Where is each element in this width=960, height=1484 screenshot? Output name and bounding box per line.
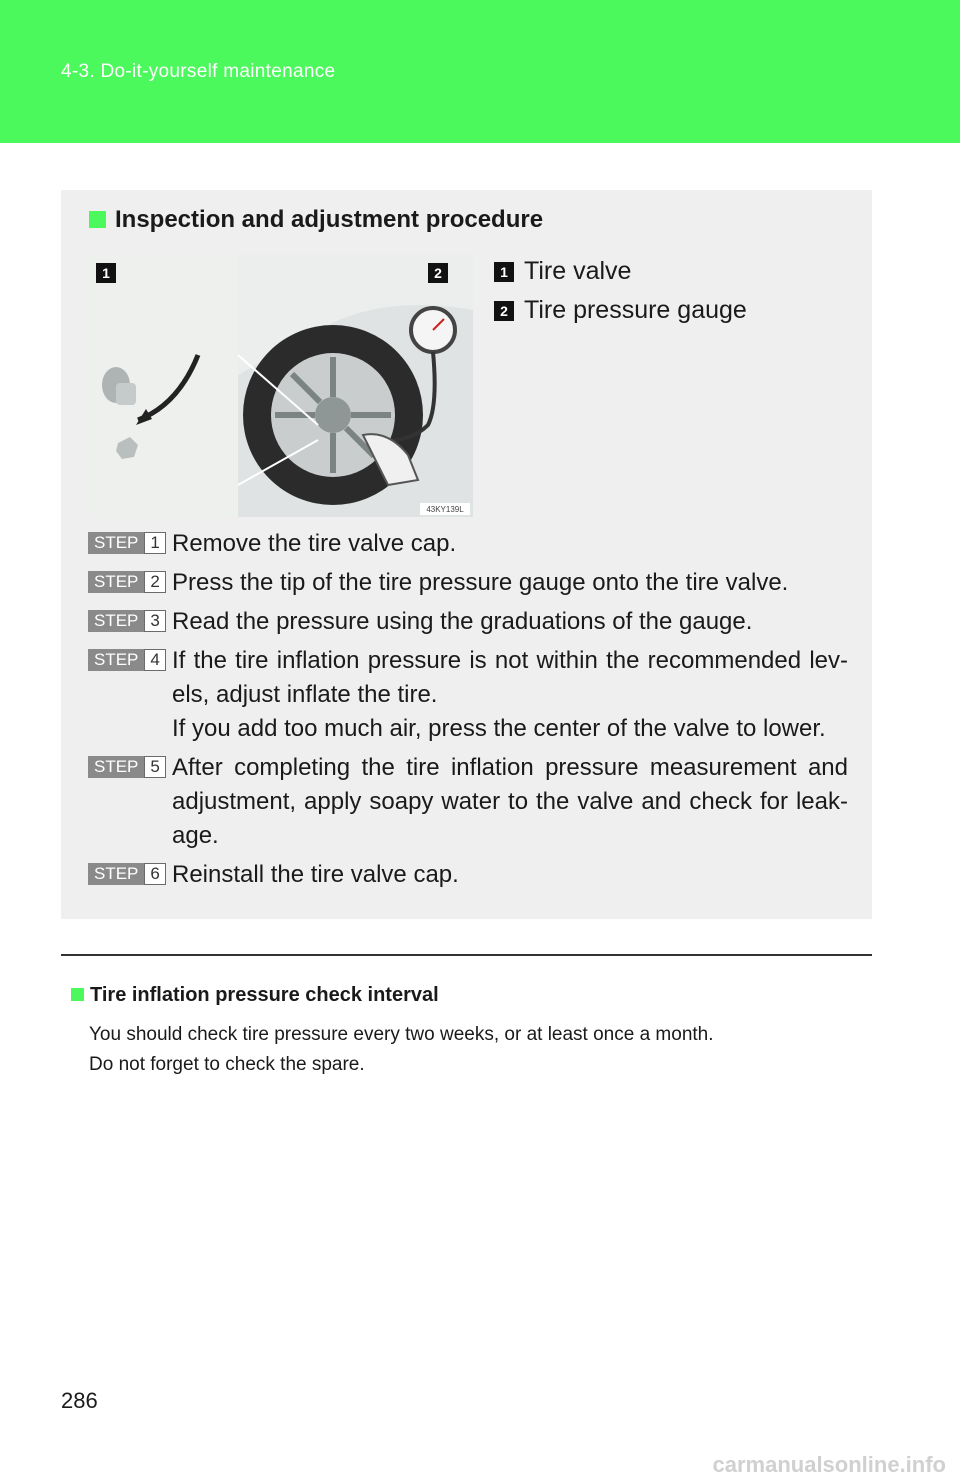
step-list <box>88 527 848 897</box>
step-item <box>88 644 848 746</box>
watermark-text: carmanualsonline.info <box>712 1452 946 1477</box>
step-text: Reinstall the tire valve cap. <box>172 861 459 888</box>
step-text: Read the pressure using the graduations of the gauge. <box>172 608 753 635</box>
step-text: If the tire inflation pressure is not within the recommended lev-els, adjust inflate the tire. <box>172 647 848 708</box>
legend-item <box>494 252 747 291</box>
note-line: You should check tire pressure every two weeks, or at least once a month. <box>89 1024 714 1045</box>
figure-callout-1: 1 <box>102 265 110 281</box>
figure-callout-2: 2 <box>434 265 442 281</box>
figure-legend <box>494 252 747 330</box>
step-badge: STEP 2 <box>88 571 166 593</box>
step-badge: STEP 6 <box>88 863 166 885</box>
note-body <box>89 1020 714 1080</box>
step-item <box>88 751 848 853</box>
legend-item <box>494 291 747 330</box>
procedure-panel <box>61 190 872 919</box>
chapter-title: 4-3. Do-it-yourself maintenance <box>61 61 336 82</box>
tire-inspection-illustration <box>88 255 473 517</box>
page-number: 286 <box>61 1388 98 1413</box>
step-badge: STEP 4 <box>88 649 166 671</box>
step-item <box>88 605 848 639</box>
step-text: Press the tip of the tire pressure gauge onto the tire valve. <box>172 569 789 596</box>
step-text: Remove the tire valve cap. <box>172 530 457 557</box>
procedure-heading: Inspection and adjustment procedure <box>89 206 543 234</box>
legend-label: Tire pressure gauge <box>524 296 747 324</box>
square-bullet-icon <box>71 988 84 1001</box>
section-divider <box>61 954 872 956</box>
step-item <box>88 858 848 892</box>
step-badge: STEP 3 <box>88 610 166 632</box>
step-item <box>88 527 848 561</box>
note-heading: Tire inflation pressure check interval <box>71 984 439 1007</box>
chapter-header <box>0 0 960 143</box>
legend-number: 1 <box>494 262 514 282</box>
legend-number: 2 <box>494 301 514 321</box>
step-badge: STEP 1 <box>88 532 166 554</box>
figure-code: 43KY139L <box>426 505 464 514</box>
legend-label: Tire valve <box>524 257 632 285</box>
step-extra-text: If you add too much air, press the center of the valve to lower. <box>172 715 826 742</box>
note-line: Do not forget to check the spare. <box>89 1054 365 1075</box>
step-badge: STEP 5 <box>88 756 166 778</box>
step-item <box>88 566 848 600</box>
step-text: After completing the tire inflation pressure measurement and adjustment, apply soapy water to the valve and check for leak-age. <box>172 754 848 849</box>
square-bullet-icon <box>89 211 106 228</box>
